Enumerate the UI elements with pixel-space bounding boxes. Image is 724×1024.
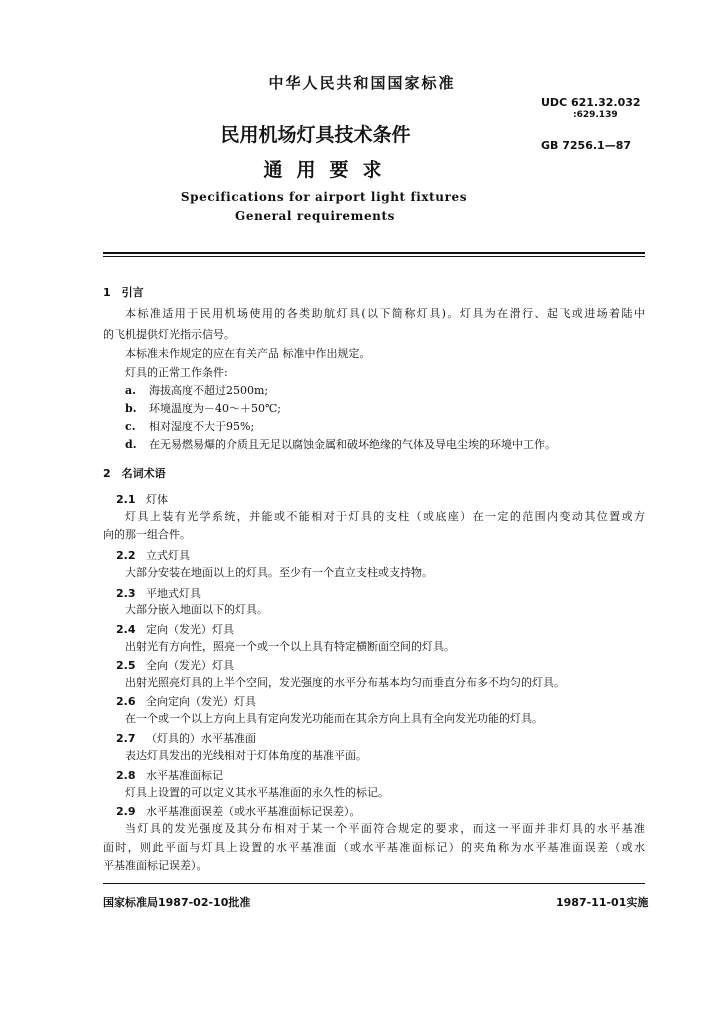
header-rule-thick bbox=[103, 252, 645, 254]
term-2-1-heading bbox=[116, 491, 168, 507]
term-2-4-heading bbox=[116, 621, 234, 637]
term-name: 全向（发光）灯具 bbox=[146, 659, 234, 672]
section1-para1-line1: 本标准适用于民用机场使用的各类助航灯具(以下简称灯具)。灯具为在滑行、起飞或进场着陆中 bbox=[125, 307, 645, 320]
item-mark: b. bbox=[125, 402, 137, 415]
term-number: 2.2 bbox=[116, 549, 136, 562]
section1-para3: 灯具的正常工作条件: bbox=[125, 366, 228, 379]
term-number: 2.4 bbox=[116, 623, 136, 636]
term-2-8-heading bbox=[116, 767, 223, 783]
term-name: 水平基准面标记 bbox=[146, 769, 223, 782]
gb-number: GB 7256.1—87 bbox=[541, 139, 631, 152]
udc-code bbox=[541, 96, 641, 122]
condition-item-c bbox=[125, 420, 254, 434]
term-2-2-heading bbox=[116, 547, 190, 563]
footer-rule bbox=[103, 883, 645, 884]
section2-heading: 2 名词术语 bbox=[103, 467, 166, 480]
term-number: 2.3 bbox=[116, 587, 136, 600]
title-cn-line1: 民用机场灯具技术条件 bbox=[220, 124, 411, 146]
term-name: （灯具的）水平基准面 bbox=[146, 732, 256, 745]
item-text: 在无易燃易爆的介质且无足以腐蚀金属和破坏绝缘的气体及导电尘埃的环境中工作。 bbox=[149, 438, 556, 451]
item-text: 海拔高度不超过2500m; bbox=[149, 384, 269, 397]
item-text: 相对湿度不大于95%; bbox=[149, 420, 255, 433]
title-cn-line2: 通用要求 bbox=[263, 159, 396, 181]
term-name: 平地式灯具 bbox=[146, 587, 201, 600]
term-2-9-heading bbox=[116, 803, 361, 819]
approval-date: 国家标准局1987-02-10批准 bbox=[103, 896, 251, 909]
item-text: 环境温度为－40～＋50℃; bbox=[149, 402, 282, 415]
term-2-3-heading bbox=[116, 585, 201, 601]
condition-item-b bbox=[125, 402, 281, 416]
term-2-5-heading bbox=[116, 657, 234, 673]
header-rule-thin bbox=[103, 256, 645, 257]
term-2-9-def-line2: 面时，则此平面与灯具上设置的水平基准面（或水平基准面标记）的夹角称为水平基准面误差（或水 bbox=[103, 841, 645, 854]
term-2-2-def: 大部分安装在地面以上的灯具。至少有一个直立支柱或支持物。 bbox=[125, 566, 433, 579]
item-mark: d. bbox=[125, 438, 137, 451]
term-name: 水平基准面误差（或水平基准面标记误差）。 bbox=[146, 805, 361, 818]
term-number: 2.8 bbox=[116, 769, 136, 782]
section1-heading: 1 引言 bbox=[103, 286, 144, 299]
udc-line2: :629.139 bbox=[573, 110, 618, 120]
term-2-1-def-line1: 灯具上装有光学系统，并能或不能相对于灯具的支柱（或底座）在一定的范围内变动其位置或方 bbox=[125, 510, 645, 523]
section1-para2: 本标准未作规定的应在有关产品 标准中作出规定。 bbox=[125, 347, 371, 360]
title-en-line2: General requirements bbox=[234, 209, 396, 223]
term-name: 定向（发光）灯具 bbox=[146, 623, 234, 636]
term-2-5-def: 出射光照亮灯具的上半个空间，发光强度的水平分布基本均匀而垂直分布多不均匀的灯具。 bbox=[125, 676, 565, 689]
term-2-4-def: 出射光有方向性，照亮一个或一个以上具有特定横断面空间的灯具。 bbox=[125, 640, 455, 653]
term-2-6-heading bbox=[116, 693, 256, 709]
term-2-7-heading bbox=[116, 730, 256, 746]
term-number: 2.1 bbox=[116, 493, 136, 506]
term-number: 2.5 bbox=[116, 659, 136, 672]
condition-item-a bbox=[125, 384, 268, 398]
term-name: 灯体 bbox=[146, 493, 168, 506]
term-2-9-def-line3: 平基准面标记误差）。 bbox=[103, 859, 208, 872]
term-name: 全向定向（发光）灯具 bbox=[146, 695, 256, 708]
term-2-1-def-line2: 向的那一组合件。 bbox=[103, 528, 191, 541]
title-en-line1: Specifications for airport light fixtures bbox=[180, 190, 468, 204]
udc-line1: UDC 621.32.032 bbox=[541, 96, 641, 109]
term-number: 2.6 bbox=[116, 695, 136, 708]
item-mark: c. bbox=[125, 420, 136, 433]
term-2-8-def: 灯具上设置的可以定义其水平基准面的永久性的标记。 bbox=[125, 786, 389, 799]
national-standard-heading: 中华人民共和国国家标准 bbox=[268, 74, 456, 92]
item-mark: a. bbox=[125, 384, 136, 397]
term-number: 2.7 bbox=[116, 732, 136, 745]
term-2-7-def: 表达灯具发出的光线相对于灯体角度的基准平面。 bbox=[125, 749, 367, 762]
term-2-3-def: 大部分嵌入地面以下的灯具。 bbox=[125, 603, 268, 616]
term-2-6-def: 在一个或一个以上方向上具有定向发光功能而在其余方向上具有全向发光功能的灯具。 bbox=[125, 712, 543, 725]
condition-item-d bbox=[125, 438, 556, 452]
term-2-9-def-line1: 当灯具的发光强度及其分布相对于某一个平面符合规定的要求，而这一平面并非灯具的水平基准 bbox=[125, 822, 645, 835]
effective-date: 1987-11-01实施 bbox=[556, 896, 649, 909]
term-number: 2.9 bbox=[116, 805, 136, 818]
term-name: 立式灯具 bbox=[146, 549, 190, 562]
section1-para1-line2: 的飞机提供灯光指示信号。 bbox=[103, 328, 235, 341]
